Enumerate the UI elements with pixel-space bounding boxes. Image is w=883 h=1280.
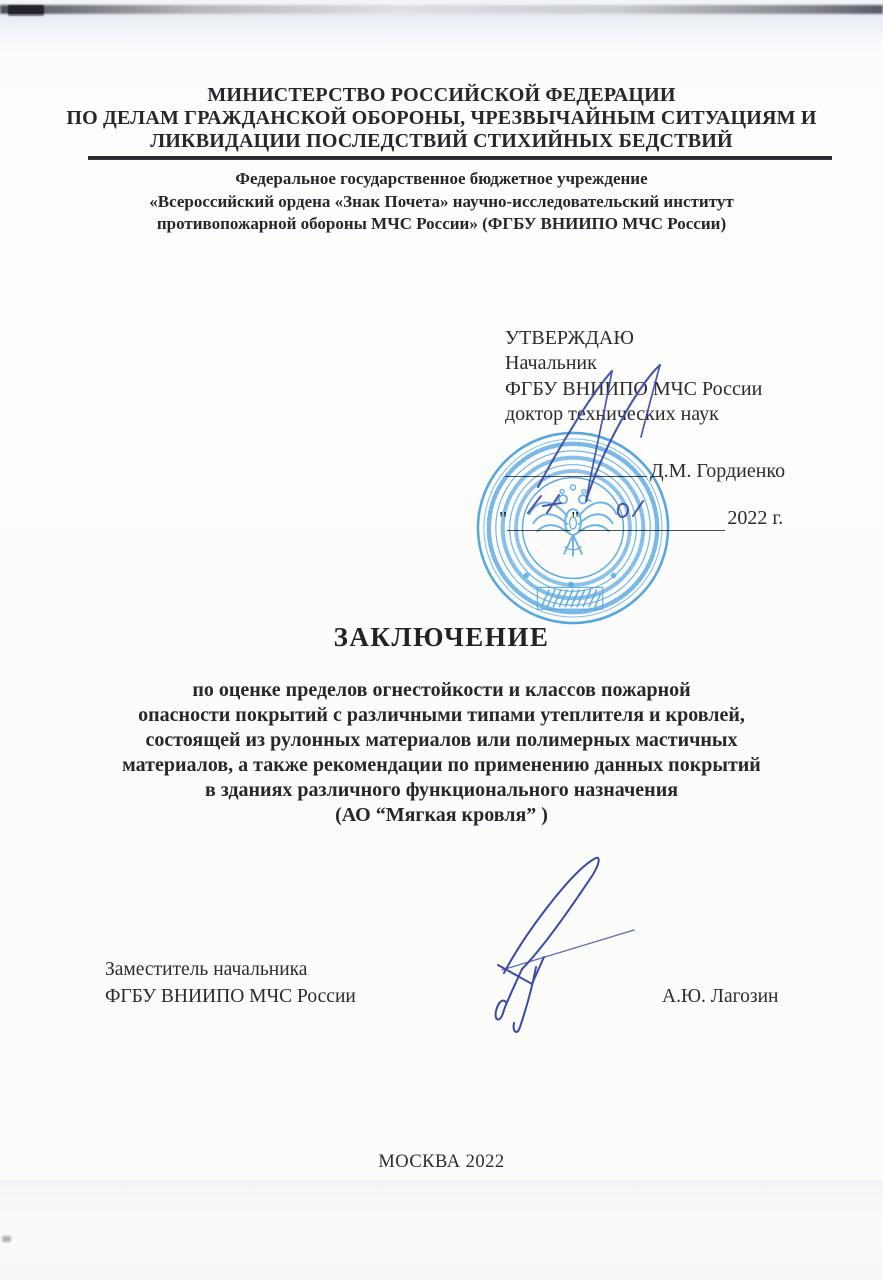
subject-line2: опасности покрытий с различными типами утеплителя и кровлей, <box>138 704 745 726</box>
ministry-header-line1: МИНИСТЕРСТВО РОССИЙСКОЙ ФЕДЕРАЦИИ <box>207 84 676 106</box>
deputy-signature <box>452 845 652 1045</box>
date-quote-open: " <box>499 508 508 530</box>
document-subject <box>46 678 837 828</box>
scan-noise-top <box>0 14 883 60</box>
institution-header <box>40 168 843 236</box>
approval-position-line2: ФГБУ ВНИИПО МЧС России <box>505 377 763 400</box>
deputy-position-line2: ФГБУ ВНИИПО МЧС России <box>105 985 356 1007</box>
scan-noise-bottom <box>0 1180 883 1220</box>
subject-line1: по оценке пределов огнестойкости и классов пожарной <box>192 679 691 701</box>
approver-signature <box>520 355 700 535</box>
institution-line1: Федеральное государственное бюджетное учреждение <box>235 169 648 188</box>
approver-name: Д.М. Гордиенко <box>650 460 786 482</box>
city-year-footer: МОСКВА 2022 <box>378 1152 505 1172</box>
institution-line3: противопожарной обороны МЧС России» (ФГБУ ВНИИПО МЧС России) <box>156 214 727 233</box>
approval-position-line1: Начальник <box>505 352 597 375</box>
institution-line2: «Всероссийский ордена «Знак Почета» научно-исследовательский институт <box>149 191 734 211</box>
handwritten-day <box>528 495 561 513</box>
ministry-header-line3: ЛИКВИДАЦИИ ПОСЛЕДСТВИЙ СТИХИЙНЫХ БЕДСТВИЙ <box>150 130 733 152</box>
subject-line6: (АО “Мягкая кровля” ) <box>335 804 548 826</box>
deputy-signature-block <box>105 957 356 1010</box>
document-title: ЗАКЛЮЧЕНИЕ <box>333 622 550 652</box>
handwritten-month <box>618 501 643 517</box>
ministry-header-line2: ПО ДЕЛАМ ГРАЖДАНСКОЙ ОБОРОНЫ, ЧРЕЗВЫЧАЙНЫМ СИТУАЦИЯМ И <box>66 107 817 129</box>
deputy-name: А.Ю. Лагозин <box>662 986 779 1007</box>
subject-line5: в зданиях различного функционального назначения <box>204 779 679 801</box>
header-double-rule <box>88 156 832 160</box>
subject-line4: материалов, а также рекомендации по применению данных покрытий <box>122 754 761 776</box>
approval-title: УТВЕРЖДАЮ <box>505 327 634 349</box>
approval-position-line3: доктор технических наук <box>505 402 719 425</box>
date-quote-close: " <box>571 508 580 530</box>
scan-edge-artifact-top <box>0 5 883 14</box>
deputy-position-line1: Заместитель начальника <box>105 959 308 980</box>
date-year: 2022 г. <box>727 507 784 529</box>
scan-artifact-bottom-left <box>2 1236 11 1242</box>
subject-line3: состоящей из рулонных материалов или полимерных мастичных <box>145 729 738 751</box>
ministry-header <box>40 84 843 153</box>
